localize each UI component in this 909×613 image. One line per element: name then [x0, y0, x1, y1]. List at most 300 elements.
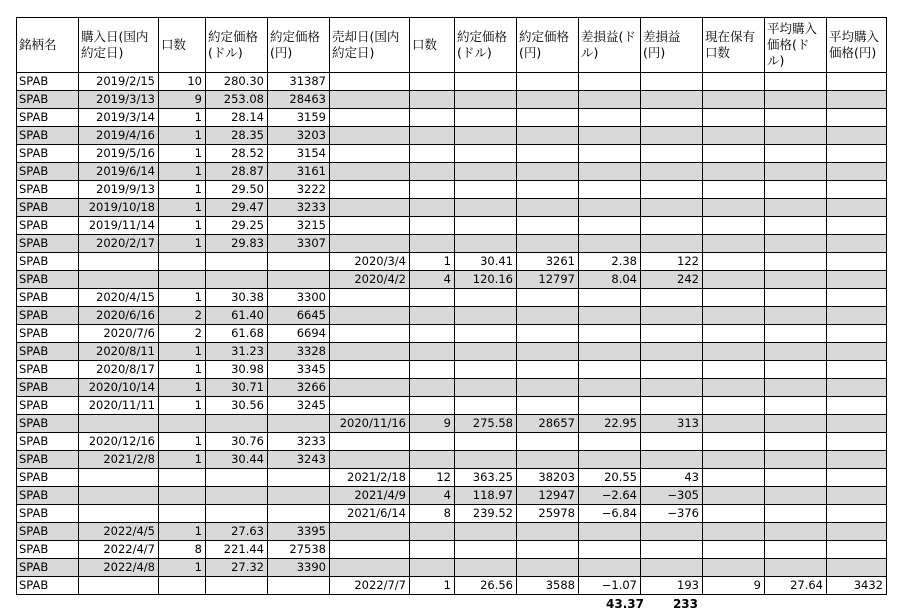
- table-cell[interactable]: [517, 541, 579, 559]
- table-cell[interactable]: 29.25: [206, 217, 268, 235]
- table-cell[interactable]: SPAB: [17, 433, 79, 451]
- table-cell[interactable]: 2020/7/6: [79, 325, 159, 343]
- table-cell[interactable]: [579, 217, 641, 235]
- table-cell[interactable]: 25978: [517, 505, 579, 523]
- table-cell[interactable]: −376: [641, 505, 703, 523]
- table-cell[interactable]: 1: [159, 289, 206, 307]
- table-cell[interactable]: 1: [410, 253, 455, 271]
- column-header[interactable]: 差損益(ドル): [579, 18, 641, 73]
- table-cell[interactable]: 2020/10/14: [79, 379, 159, 397]
- table-cell[interactable]: [410, 163, 455, 181]
- table-cell[interactable]: 27.32: [206, 559, 268, 577]
- table-cell[interactable]: SPAB: [17, 289, 79, 307]
- table-cell[interactable]: 2019/6/14: [79, 163, 159, 181]
- table-cell[interactable]: [517, 127, 579, 145]
- table-cell[interactable]: [455, 397, 517, 415]
- table-cell[interactable]: [517, 109, 579, 127]
- table-cell[interactable]: 239.52: [455, 505, 517, 523]
- table-cell[interactable]: 3588: [517, 577, 579, 595]
- table-cell[interactable]: 2020/11/16: [330, 415, 410, 433]
- table-cell[interactable]: [703, 127, 765, 145]
- table-cell[interactable]: [410, 217, 455, 235]
- table-cell[interactable]: 1: [159, 181, 206, 199]
- table-cell[interactable]: [827, 271, 887, 289]
- table-cell[interactable]: [641, 397, 703, 415]
- table-cell[interactable]: 2020/3/4: [330, 253, 410, 271]
- table-cell[interactable]: [641, 361, 703, 379]
- table-cell[interactable]: 30.98: [206, 361, 268, 379]
- table-cell[interactable]: [517, 379, 579, 397]
- table-cell[interactable]: SPAB: [17, 181, 79, 199]
- table-cell[interactable]: 6694: [268, 325, 330, 343]
- table-cell[interactable]: SPAB: [17, 397, 79, 415]
- table-cell[interactable]: 3154: [268, 145, 330, 163]
- table-cell[interactable]: [827, 433, 887, 451]
- table-cell[interactable]: [410, 451, 455, 469]
- table-cell[interactable]: [827, 73, 887, 91]
- table-cell[interactable]: 2019/3/14: [79, 109, 159, 127]
- table-cell[interactable]: [330, 73, 410, 91]
- table-cell[interactable]: 1: [159, 127, 206, 145]
- table-cell[interactable]: 28.52: [206, 145, 268, 163]
- table-cell[interactable]: [410, 397, 455, 415]
- table-cell[interactable]: 27.64: [765, 577, 827, 595]
- table-cell[interactable]: [703, 541, 765, 559]
- table-cell[interactable]: SPAB: [17, 163, 79, 181]
- column-header[interactable]: 銘柄名: [17, 18, 79, 73]
- table-cell[interactable]: 6645: [268, 307, 330, 325]
- table-cell[interactable]: [827, 235, 887, 253]
- table-cell[interactable]: [703, 289, 765, 307]
- table-cell[interactable]: [641, 559, 703, 577]
- table-cell[interactable]: [765, 523, 827, 541]
- table-cell[interactable]: 12797: [517, 271, 579, 289]
- table-cell[interactable]: 3261: [517, 253, 579, 271]
- table-cell[interactable]: 3266: [268, 379, 330, 397]
- table-cell[interactable]: [410, 181, 455, 199]
- table-cell[interactable]: [641, 379, 703, 397]
- table-cell[interactable]: 2019/2/15: [79, 73, 159, 91]
- table-cell[interactable]: 2022/7/7: [330, 577, 410, 595]
- table-cell[interactable]: [206, 577, 268, 595]
- table-cell[interactable]: [159, 577, 206, 595]
- table-cell[interactable]: [517, 559, 579, 577]
- table-cell[interactable]: [703, 91, 765, 109]
- table-cell[interactable]: [579, 397, 641, 415]
- table-cell[interactable]: [827, 397, 887, 415]
- table-cell[interactable]: [827, 541, 887, 559]
- table-cell[interactable]: [765, 271, 827, 289]
- table-cell[interactable]: 2020/8/17: [79, 361, 159, 379]
- table-cell[interactable]: [827, 469, 887, 487]
- table-cell[interactable]: 61.68: [206, 325, 268, 343]
- table-cell[interactable]: 3395: [268, 523, 330, 541]
- table-cell[interactable]: [765, 199, 827, 217]
- table-cell[interactable]: 38203: [517, 469, 579, 487]
- table-cell[interactable]: 1: [159, 109, 206, 127]
- table-cell[interactable]: [703, 451, 765, 469]
- table-cell[interactable]: [703, 487, 765, 505]
- table-cell[interactable]: [159, 469, 206, 487]
- table-cell[interactable]: [330, 217, 410, 235]
- table-cell[interactable]: 280.30: [206, 73, 268, 91]
- table-cell[interactable]: [330, 289, 410, 307]
- table-cell[interactable]: −1.07: [579, 577, 641, 595]
- table-cell[interactable]: [641, 433, 703, 451]
- table-cell[interactable]: SPAB: [17, 109, 79, 127]
- table-cell[interactable]: [455, 145, 517, 163]
- table-cell[interactable]: [410, 289, 455, 307]
- table-cell[interactable]: [765, 217, 827, 235]
- table-cell[interactable]: [517, 433, 579, 451]
- table-cell[interactable]: [206, 505, 268, 523]
- table-cell[interactable]: 3307: [268, 235, 330, 253]
- table-cell[interactable]: [765, 163, 827, 181]
- table-cell[interactable]: SPAB: [17, 271, 79, 289]
- table-cell[interactable]: [827, 451, 887, 469]
- table-cell[interactable]: [206, 415, 268, 433]
- table-cell[interactable]: 29.50: [206, 181, 268, 199]
- table-cell[interactable]: 253.08: [206, 91, 268, 109]
- table-cell[interactable]: [517, 181, 579, 199]
- table-cell[interactable]: 43: [641, 469, 703, 487]
- table-cell[interactable]: 2.38: [579, 253, 641, 271]
- table-cell[interactable]: [703, 559, 765, 577]
- table-cell[interactable]: [579, 73, 641, 91]
- table-cell[interactable]: [455, 379, 517, 397]
- table-cell[interactable]: [579, 361, 641, 379]
- table-cell[interactable]: −305: [641, 487, 703, 505]
- table-cell[interactable]: [765, 379, 827, 397]
- table-cell[interactable]: SPAB: [17, 379, 79, 397]
- table-cell[interactable]: [641, 541, 703, 559]
- table-cell[interactable]: 1: [159, 199, 206, 217]
- table-cell[interactable]: [765, 397, 827, 415]
- table-cell[interactable]: [703, 433, 765, 451]
- table-cell[interactable]: [641, 289, 703, 307]
- table-cell[interactable]: 3233: [268, 433, 330, 451]
- table-cell[interactable]: 2020/4/15: [79, 289, 159, 307]
- table-cell[interactable]: [765, 343, 827, 361]
- table-cell[interactable]: [517, 145, 579, 163]
- column-header[interactable]: 約定価格(ドル): [455, 18, 517, 73]
- table-cell[interactable]: 2022/4/8: [79, 559, 159, 577]
- table-cell[interactable]: 3245: [268, 397, 330, 415]
- table-cell[interactable]: [410, 559, 455, 577]
- table-cell[interactable]: [268, 577, 330, 595]
- table-cell[interactable]: [703, 415, 765, 433]
- table-cell[interactable]: [641, 181, 703, 199]
- table-cell[interactable]: [765, 559, 827, 577]
- table-cell[interactable]: 1: [159, 397, 206, 415]
- column-header[interactable]: 差損益(円): [641, 18, 703, 73]
- table-cell[interactable]: 122: [641, 253, 703, 271]
- table-cell[interactable]: [410, 73, 455, 91]
- table-cell[interactable]: [330, 559, 410, 577]
- column-header[interactable]: 約定価格(ドル): [206, 18, 268, 73]
- table-cell[interactable]: [827, 361, 887, 379]
- table-cell[interactable]: [703, 469, 765, 487]
- table-cell[interactable]: [517, 73, 579, 91]
- table-cell[interactable]: [79, 505, 159, 523]
- table-cell[interactable]: [641, 163, 703, 181]
- table-cell[interactable]: [703, 523, 765, 541]
- table-cell[interactable]: SPAB: [17, 199, 79, 217]
- table-cell[interactable]: [827, 163, 887, 181]
- table-cell[interactable]: [765, 487, 827, 505]
- table-cell[interactable]: [641, 523, 703, 541]
- table-cell[interactable]: 31.23: [206, 343, 268, 361]
- table-cell[interactable]: SPAB: [17, 307, 79, 325]
- table-cell[interactable]: [410, 523, 455, 541]
- table-cell[interactable]: 2020/12/16: [79, 433, 159, 451]
- table-cell[interactable]: [827, 127, 887, 145]
- table-cell[interactable]: [330, 433, 410, 451]
- table-cell[interactable]: 3432: [827, 577, 887, 595]
- table-cell[interactable]: 3243: [268, 451, 330, 469]
- table-cell[interactable]: [79, 469, 159, 487]
- table-cell[interactable]: [827, 379, 887, 397]
- table-cell[interactable]: [268, 469, 330, 487]
- table-cell[interactable]: [579, 379, 641, 397]
- table-cell[interactable]: [765, 469, 827, 487]
- table-cell[interactable]: [579, 289, 641, 307]
- table-cell[interactable]: [330, 451, 410, 469]
- table-cell[interactable]: [410, 109, 455, 127]
- table-cell[interactable]: [765, 505, 827, 523]
- table-cell[interactable]: −2.64: [579, 487, 641, 505]
- table-cell[interactable]: [641, 343, 703, 361]
- table-cell[interactable]: [579, 109, 641, 127]
- table-cell[interactable]: 275.58: [455, 415, 517, 433]
- table-cell[interactable]: 1: [159, 379, 206, 397]
- table-cell[interactable]: [159, 415, 206, 433]
- table-cell[interactable]: [79, 253, 159, 271]
- table-cell[interactable]: [517, 523, 579, 541]
- table-cell[interactable]: 31387: [268, 73, 330, 91]
- table-cell[interactable]: 9: [159, 91, 206, 109]
- table-cell[interactable]: [703, 217, 765, 235]
- table-cell[interactable]: 30.41: [455, 253, 517, 271]
- table-cell[interactable]: SPAB: [17, 253, 79, 271]
- table-cell[interactable]: 4: [410, 271, 455, 289]
- table-cell[interactable]: [765, 109, 827, 127]
- table-cell[interactable]: [410, 235, 455, 253]
- table-cell[interactable]: [330, 541, 410, 559]
- table-cell[interactable]: 2: [159, 307, 206, 325]
- table-cell[interactable]: 1: [159, 235, 206, 253]
- table-cell[interactable]: [579, 343, 641, 361]
- table-cell[interactable]: 1: [159, 361, 206, 379]
- table-cell[interactable]: [410, 199, 455, 217]
- table-cell[interactable]: 2019/3/13: [79, 91, 159, 109]
- table-cell[interactable]: [455, 163, 517, 181]
- table-cell[interactable]: 3222: [268, 181, 330, 199]
- table-cell[interactable]: [330, 379, 410, 397]
- table-cell[interactable]: [827, 523, 887, 541]
- table-cell[interactable]: [455, 559, 517, 577]
- table-cell[interactable]: 2020/4/2: [330, 271, 410, 289]
- table-cell[interactable]: [410, 433, 455, 451]
- table-cell[interactable]: [268, 271, 330, 289]
- table-cell[interactable]: [827, 559, 887, 577]
- table-cell[interactable]: 1: [159, 217, 206, 235]
- table-cell[interactable]: [827, 343, 887, 361]
- table-cell[interactable]: [455, 325, 517, 343]
- table-cell[interactable]: [517, 397, 579, 415]
- column-header[interactable]: 売却日(国内約定日): [330, 18, 410, 73]
- table-cell[interactable]: [641, 73, 703, 91]
- table-cell[interactable]: [410, 379, 455, 397]
- table-cell[interactable]: [703, 73, 765, 91]
- table-cell[interactable]: [641, 451, 703, 469]
- table-cell[interactable]: [579, 433, 641, 451]
- table-cell[interactable]: SPAB: [17, 487, 79, 505]
- table-cell[interactable]: [827, 253, 887, 271]
- table-cell[interactable]: [765, 253, 827, 271]
- table-cell[interactable]: [765, 145, 827, 163]
- table-cell[interactable]: [517, 361, 579, 379]
- table-cell[interactable]: [703, 505, 765, 523]
- table-cell[interactable]: 4: [410, 487, 455, 505]
- table-cell[interactable]: SPAB: [17, 145, 79, 163]
- table-cell[interactable]: [206, 487, 268, 505]
- table-cell[interactable]: 3203: [268, 127, 330, 145]
- table-cell[interactable]: 1: [159, 433, 206, 451]
- table-cell[interactable]: [703, 271, 765, 289]
- table-cell[interactable]: [827, 415, 887, 433]
- table-cell[interactable]: 8: [410, 505, 455, 523]
- table-cell[interactable]: SPAB: [17, 361, 79, 379]
- table-cell[interactable]: SPAB: [17, 577, 79, 595]
- table-cell[interactable]: [517, 199, 579, 217]
- table-cell[interactable]: [765, 181, 827, 199]
- column-header[interactable]: 口数: [159, 18, 206, 73]
- table-cell[interactable]: SPAB: [17, 523, 79, 541]
- table-cell[interactable]: [410, 307, 455, 325]
- table-cell[interactable]: [765, 451, 827, 469]
- table-cell[interactable]: [455, 109, 517, 127]
- table-cell[interactable]: 1: [159, 163, 206, 181]
- table-cell[interactable]: 29.83: [206, 235, 268, 253]
- table-cell[interactable]: 242: [641, 271, 703, 289]
- table-cell[interactable]: 30.71: [206, 379, 268, 397]
- table-cell[interactable]: 26.56: [455, 577, 517, 595]
- table-cell[interactable]: [703, 397, 765, 415]
- table-cell[interactable]: [330, 307, 410, 325]
- table-cell[interactable]: SPAB: [17, 505, 79, 523]
- table-cell[interactable]: [268, 253, 330, 271]
- table-cell[interactable]: [641, 91, 703, 109]
- table-cell[interactable]: [579, 523, 641, 541]
- table-cell[interactable]: [517, 343, 579, 361]
- table-cell[interactable]: [703, 199, 765, 217]
- table-cell[interactable]: [455, 181, 517, 199]
- table-cell[interactable]: 27.63: [206, 523, 268, 541]
- table-cell[interactable]: [703, 181, 765, 199]
- table-cell[interactable]: [517, 91, 579, 109]
- table-cell[interactable]: [765, 73, 827, 91]
- table-cell[interactable]: [827, 325, 887, 343]
- table-cell[interactable]: [330, 181, 410, 199]
- table-cell[interactable]: [455, 361, 517, 379]
- table-cell[interactable]: [703, 325, 765, 343]
- table-cell[interactable]: [455, 217, 517, 235]
- table-cell[interactable]: 2: [159, 325, 206, 343]
- table-cell[interactable]: [703, 307, 765, 325]
- column-header[interactable]: 購入日(国内約定日): [79, 18, 159, 73]
- table-cell[interactable]: [765, 415, 827, 433]
- table-cell[interactable]: SPAB: [17, 451, 79, 469]
- table-cell[interactable]: [330, 361, 410, 379]
- table-cell[interactable]: [330, 127, 410, 145]
- table-cell[interactable]: 30.56: [206, 397, 268, 415]
- table-cell[interactable]: SPAB: [17, 559, 79, 577]
- table-cell[interactable]: [455, 73, 517, 91]
- table-cell[interactable]: [159, 505, 206, 523]
- table-cell[interactable]: 2021/6/14: [330, 505, 410, 523]
- table-cell[interactable]: [703, 145, 765, 163]
- table-cell[interactable]: [641, 127, 703, 145]
- table-cell[interactable]: [330, 343, 410, 361]
- table-cell[interactable]: 1: [159, 145, 206, 163]
- table-cell[interactable]: [703, 235, 765, 253]
- table-cell[interactable]: 3328: [268, 343, 330, 361]
- table-cell[interactable]: SPAB: [17, 541, 79, 559]
- table-cell[interactable]: [330, 109, 410, 127]
- table-cell[interactable]: [765, 91, 827, 109]
- table-cell[interactable]: 2019/9/13: [79, 181, 159, 199]
- table-cell[interactable]: 2020/8/11: [79, 343, 159, 361]
- table-cell[interactable]: 28657: [517, 415, 579, 433]
- table-cell[interactable]: 2019/5/16: [79, 145, 159, 163]
- table-cell[interactable]: [455, 307, 517, 325]
- column-header[interactable]: 約定価格(円): [517, 18, 579, 73]
- table-cell[interactable]: [268, 415, 330, 433]
- table-cell[interactable]: 2021/4/9: [330, 487, 410, 505]
- table-cell[interactable]: 313: [641, 415, 703, 433]
- table-cell[interactable]: [330, 397, 410, 415]
- table-cell[interactable]: [268, 487, 330, 505]
- table-cell[interactable]: 1: [410, 577, 455, 595]
- table-cell[interactable]: 2022/4/5: [79, 523, 159, 541]
- table-cell[interactable]: [330, 325, 410, 343]
- table-cell[interactable]: −6.84: [579, 505, 641, 523]
- table-cell[interactable]: SPAB: [17, 343, 79, 361]
- table-cell[interactable]: [579, 199, 641, 217]
- table-cell[interactable]: 28.87: [206, 163, 268, 181]
- table-cell[interactable]: [827, 181, 887, 199]
- table-cell[interactable]: [827, 487, 887, 505]
- table-cell[interactable]: 3390: [268, 559, 330, 577]
- table-cell[interactable]: [579, 325, 641, 343]
- column-header[interactable]: 約定価格(円): [268, 18, 330, 73]
- table-cell[interactable]: 10: [159, 73, 206, 91]
- table-cell[interactable]: SPAB: [17, 127, 79, 145]
- column-header[interactable]: 平均購入価格(円): [827, 18, 887, 73]
- column-header[interactable]: 現在保有口数: [703, 18, 765, 73]
- table-cell[interactable]: 8.04: [579, 271, 641, 289]
- table-cell[interactable]: 1: [159, 523, 206, 541]
- table-cell[interactable]: [579, 91, 641, 109]
- table-cell[interactable]: 1: [159, 559, 206, 577]
- table-cell[interactable]: [206, 469, 268, 487]
- table-cell[interactable]: [455, 127, 517, 145]
- table-cell[interactable]: [159, 271, 206, 289]
- table-cell[interactable]: [703, 361, 765, 379]
- table-cell[interactable]: [765, 361, 827, 379]
- table-cell[interactable]: [410, 343, 455, 361]
